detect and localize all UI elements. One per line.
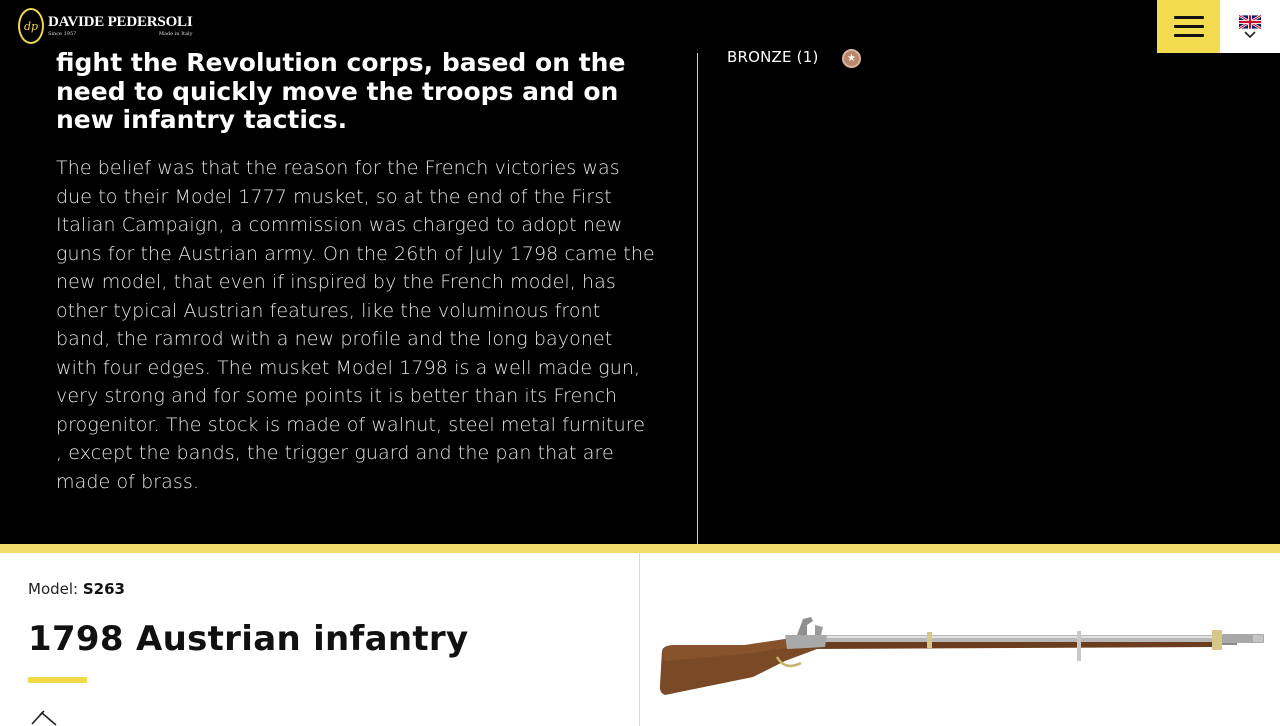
rifle-spec-icon <box>30 709 60 726</box>
menu-button[interactable] <box>1157 0 1220 53</box>
award-item[interactable] <box>727 48 856 66</box>
award-label: BRONZE (1) <box>727 48 819 66</box>
article-heading: fight the Revolution corps, based on the need to quickly move the troops and on new infantry tactics. <box>56 48 626 134</box>
uk-flag-icon <box>1239 15 1261 29</box>
model-line <box>28 580 125 598</box>
flintlock-musket-image[interactable] <box>657 613 1267 705</box>
model-label: Model: <box>28 580 79 598</box>
brand-made: Made in Italy <box>158 31 193 37</box>
product-card <box>0 553 1280 726</box>
model-code: S263 <box>82 580 125 598</box>
title-underline <box>28 677 87 683</box>
brand-monogram-icon: dp <box>18 8 44 44</box>
brand-logo[interactable] <box>18 8 192 44</box>
hamburger-icon <box>1174 16 1204 19</box>
product-divider <box>639 553 640 726</box>
chevron-down-icon <box>1244 31 1256 38</box>
article-body: The belief was that the reason for the French victories was due to their Model 1777 musket, so at the end of the First Italian Campaign, a commission was charged to adopt new guns for the Austrian army. On the 26th of July 1798 came the new model, that even if inspired by the French model, has other typical Austrian features, like the voluminous front band, the ramrod with a new profile and the long bayonet with four edges. The musket Model 1798 is a well made gun, very strong and for some points it is better than its French progenitor. The stock is made of walnut, steel metal furniture , except the bands, the trigger guard and the pan that are made of brass. <box>56 157 655 493</box>
bronze-medal-star-icon: ★ <box>842 49 861 68</box>
language-selector[interactable] <box>1220 0 1280 53</box>
product-title: 1798 Austrian infantry <box>28 619 469 659</box>
brand-since: Since 1957 <box>48 31 77 37</box>
column-divider <box>697 53 698 544</box>
brand-name: DAVIDE PEDERSOLI <box>48 14 193 30</box>
section-separator <box>0 544 1280 553</box>
